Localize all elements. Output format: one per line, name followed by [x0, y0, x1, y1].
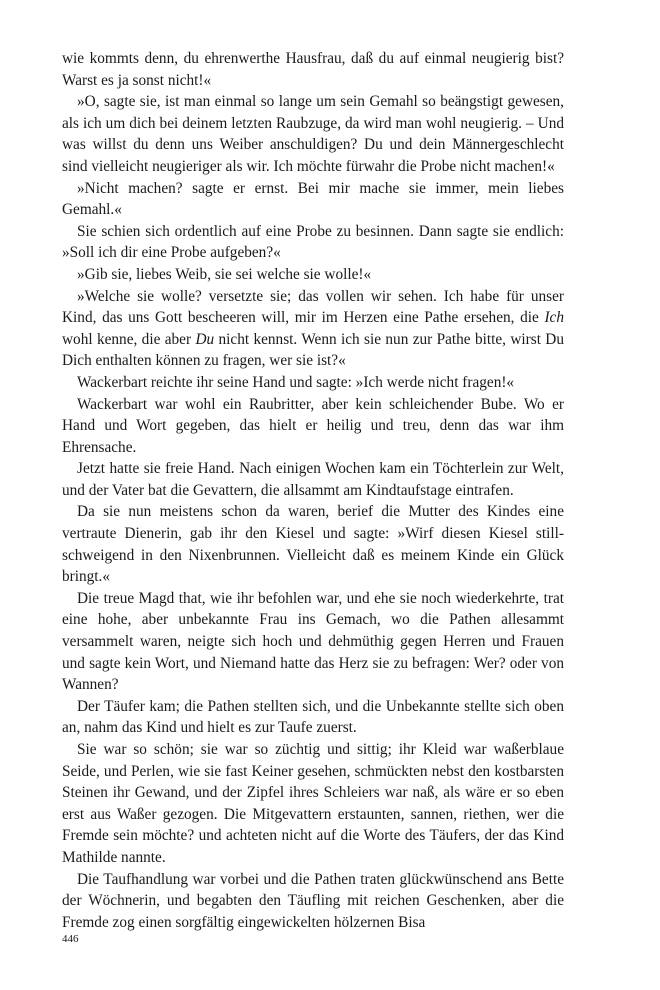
paragraph: Sie schien sich ordentlich auf eine Probe zu besinnen. Dann sagte sie endlich: »Soll ich dir eine Probe aufgeben?«: [62, 222, 564, 262]
paragraph: [62, 286, 564, 372]
paragraph: Die treue Magd that, wie ihr befohlen war, und ehe sie noch wiederkehrte, trat eine hohe, aber unbekannte Frau ins Gemach, wo die Pathen allesammt versammelt waren, neigte sich hoch und dehmüthig gegen Herren und Frauen und sagte kein Wort, und Niemand hatte das Herz sie zu befragen: Wer? oder von Wannen?: [62, 589, 564, 694]
paragraph-text: wohl kenne, die aber: [62, 330, 196, 348]
paragraph-text: »Welche sie wolle? versetzte sie; das vollen wir sehen. Ich habe für unser Kind, das uns Gott bescheeren will, mir im Herzen eine Pathe ersehen, die: [62, 287, 564, 327]
paragraph: Die Taufhandlung war vorbei und die Pathen traten glückwünschend ans Bette der Wöchnerin, und begabten den Täufling mit reichen Geschenken, aber die Fremde zog einen sorgfältig eingewickelten hölzernen Bisa: [62, 870, 564, 931]
paragraph: Da sie nun meistens schon da waren, berief die Mutter des Kindes eine vertraute Dienerin, gab ihr den Kiesel und sagte: »Wirf diesen Kiesel stillschweigend in den Nixenbrunnen. Vielleicht daß es meinem Kinde ein Glück bringt.«: [62, 503, 564, 586]
paragraph-text: nicht kennst. Wenn ich sie nun zur Pathe bitte, wirst Du Dich enthalten können zu fragen, wer sie ist?«: [62, 330, 565, 370]
paragraph: Jetzt hatte sie freie Hand. Nach einigen Wochen kam ein Töchterlein zur Welt, und der Vater bat die Gevattern, die allsammt am Kindtaufstage eintrafen.: [62, 460, 564, 499]
paragraph: Sie war so schön; sie war so züchtig und sittig; ihr Kleid war waßerblaue Seide, und Perlen, wie sie fast Keiner gesehen, schmückten nebst den kostbarsten Steinen ihr Gewand, und der Zipfel ihres Schleiers war naß, als wäre er so eben erst aus Waßer gezogen. Die Mitgevattern erstaunten, sannen, riethen, wer die Fremde sein möchte? und achteten nicht auf die Worte des Täufers, der das Kind Mathilde nannte.: [62, 741, 564, 866]
paragraph: Wackerbart reichte ihr seine Hand und sagte: »Ich werde nicht fragen!«: [77, 373, 515, 391]
paragraph: wie kommts denn, du ehrenwerthe Hausfrau, daß du auf einmal neugierig bist? Warst es ja sonst nicht!«: [62, 50, 564, 89]
body-text: [62, 48, 564, 933]
page-number: 446: [62, 933, 79, 945]
paragraph: »Gib sie, liebes Weib, sie sei welche sie wolle!«: [77, 265, 372, 283]
emphasis: Ich: [544, 309, 564, 327]
emphasis: Du: [195, 330, 215, 348]
paragraph: Wackerbart war wohl ein Raubritter, aber kein schleichender Bube. Wo er Hand und Wort gegeben, das hielt er heilig und treu, denn das war ihm Ehrensache.: [62, 395, 564, 456]
paragraph: »Nicht machen? sagte er ernst. Bei mir mache sie immer, mein liebes Gemahl.«: [62, 179, 564, 219]
paragraph: »O, sagte sie, ist man einmal so lange um sein Gemahl so beängstigt gewesen, als ich um dich bei deinem letzten Raubzuge, da wird man wohl neugierig. – Und was willst du denn uns Weiber anschuldigen? Du und dein Männergeschlecht sind vielleicht neugieriger als wir. Ich möchte fürwahr die Probe nicht machen!«: [62, 93, 564, 175]
paragraph: Der Täufer kam; die Pathen stellten sich, und die Unbekannte stellte sich oben an, nahm das Kind und hielt es zur Taufe zuerst.: [62, 697, 564, 737]
